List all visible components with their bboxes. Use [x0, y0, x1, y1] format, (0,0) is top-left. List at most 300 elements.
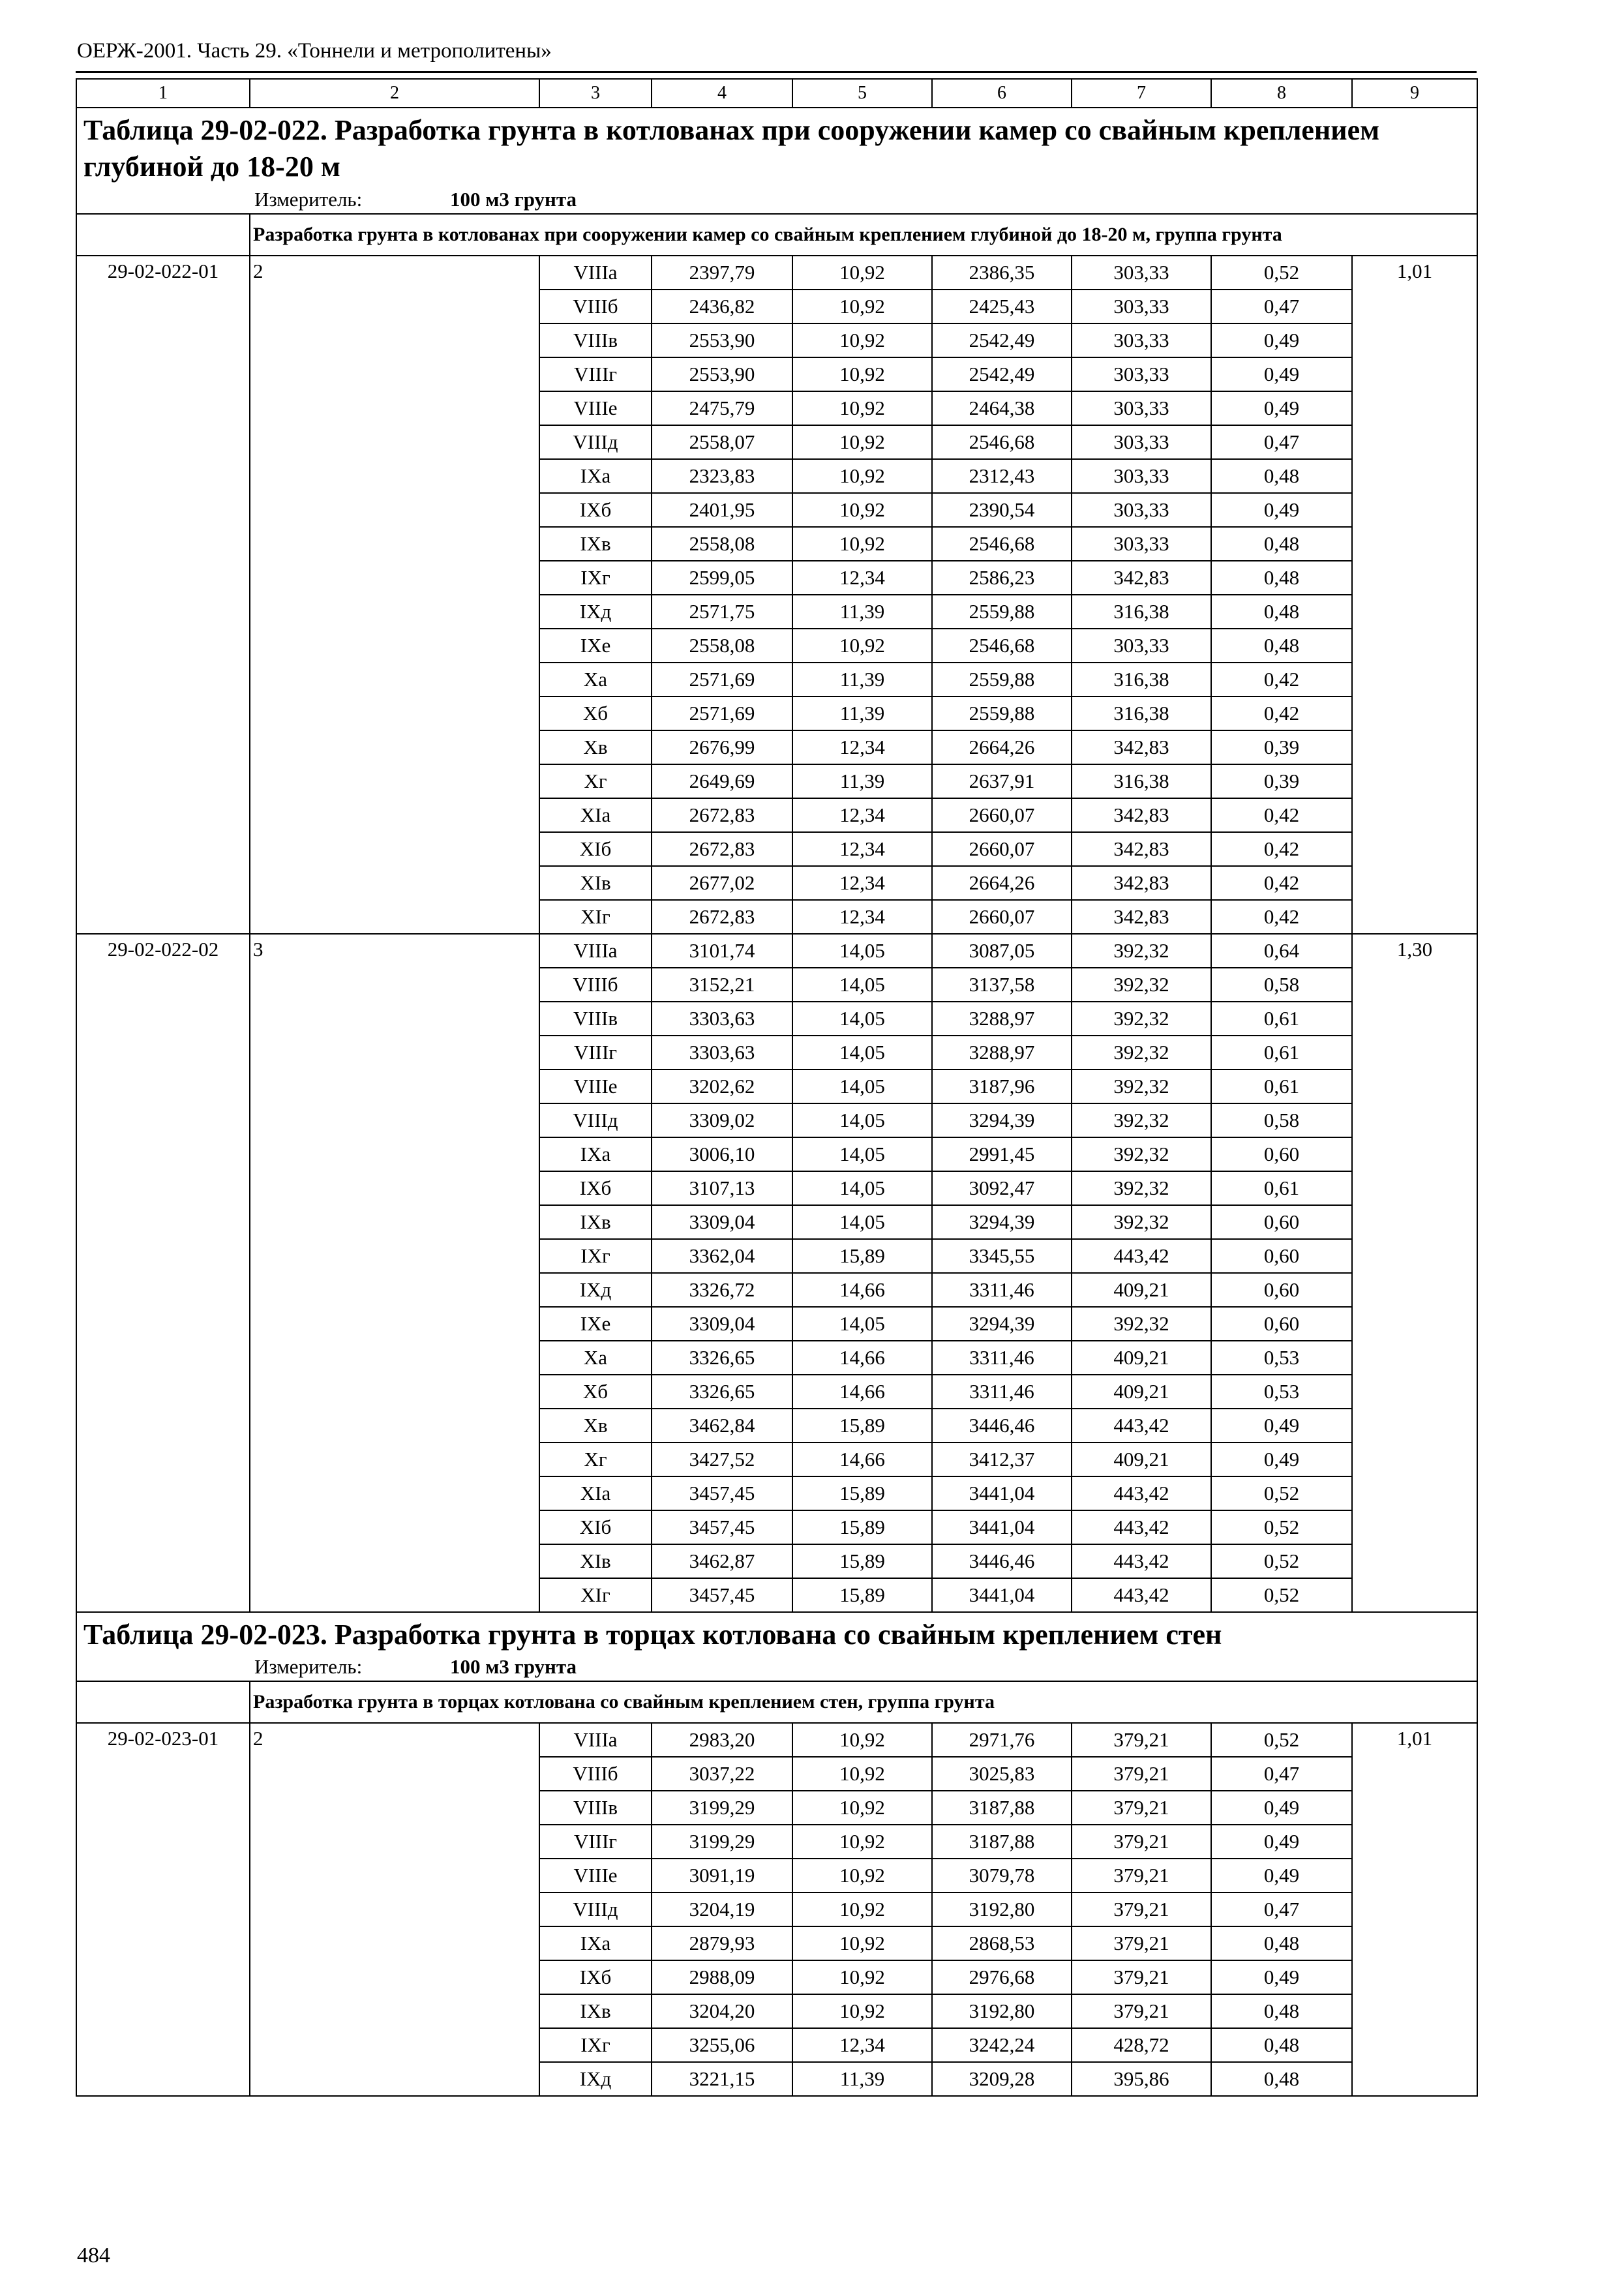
cell-col4: 3309,04	[652, 1205, 792, 1239]
cell-col5: 12,34	[792, 561, 932, 595]
cell-col8: 0,48	[1211, 629, 1352, 663]
cell-col3: IXа	[539, 1137, 652, 1171]
cell-col7: 392,32	[1072, 1070, 1211, 1103]
cell-col8: 0,60	[1211, 1273, 1352, 1307]
cell-col7: 303,33	[1072, 256, 1211, 290]
cell-col7: 409,21	[1072, 1375, 1211, 1409]
cell-col3: Xг	[539, 764, 652, 798]
cell-col5: 10,92	[792, 629, 932, 663]
cell-col8: 0,42	[1211, 663, 1352, 696]
cell-col5: 10,92	[792, 357, 932, 391]
cell-col7: 342,83	[1072, 866, 1211, 900]
cell-col6: 3192,80	[932, 1994, 1072, 2028]
cell-col5: 11,39	[792, 595, 932, 629]
cell-col5: 12,34	[792, 832, 932, 866]
cell-col5: 11,39	[792, 2062, 932, 2096]
cell-col4: 3303,63	[652, 1002, 792, 1036]
cell-col5: 14,05	[792, 1103, 932, 1137]
cell-col3: XIг	[539, 900, 652, 934]
cell-col6: 2976,68	[932, 1960, 1072, 1994]
cell-col3: Xг	[539, 1443, 652, 1476]
cell-col6: 3187,96	[932, 1070, 1072, 1103]
cell-col5: 14,66	[792, 1375, 932, 1409]
cell-col3: Xа	[539, 1341, 652, 1375]
cell-col7: 342,83	[1072, 900, 1211, 934]
cell-col6: 3446,46	[932, 1409, 1072, 1443]
cell-col6: 3345,55	[932, 1239, 1072, 1273]
cell-col7: 392,32	[1072, 1036, 1211, 1070]
cell-col3: IXа	[539, 1926, 652, 1960]
cell-col5: 12,34	[792, 900, 932, 934]
cell-col4: 3152,21	[652, 968, 792, 1002]
cell-col4: 3204,19	[652, 1893, 792, 1926]
cell-col6: 3294,39	[932, 1205, 1072, 1239]
cell-col5: 10,92	[792, 1893, 932, 1926]
cell-col5: 10,92	[792, 1994, 932, 2028]
cell-col5: 14,05	[792, 1036, 932, 1070]
cell-col6: 3025,83	[932, 1757, 1072, 1791]
cell-col3: IXг	[539, 561, 652, 595]
column-number: 7	[1072, 79, 1211, 108]
cell-col8: 0,49	[1211, 357, 1352, 391]
cell-col4: 2571,69	[652, 696, 792, 730]
cell-col6: 2660,07	[932, 900, 1072, 934]
cell-col5: 14,66	[792, 1273, 932, 1307]
cell-col5: 14,05	[792, 1171, 932, 1205]
cell-col6: 2386,35	[932, 256, 1072, 290]
cell-col7: 392,32	[1072, 1103, 1211, 1137]
cell-col4: 3199,29	[652, 1825, 792, 1859]
cell-col6: 2312,43	[932, 459, 1072, 493]
cell-col3: VIIIд	[539, 425, 652, 459]
cell-col6: 3137,58	[932, 968, 1072, 1002]
cell-col5: 10,92	[792, 1791, 932, 1825]
cell-col7: 303,33	[1072, 629, 1211, 663]
cell-col3: XIб	[539, 1510, 652, 1544]
table-row	[76, 934, 1477, 968]
cell-col8: 0,58	[1211, 1103, 1352, 1137]
cell-col6: 3192,80	[932, 1893, 1072, 1926]
cell-col4: 3202,62	[652, 1070, 792, 1103]
cell-col8: 0,47	[1211, 425, 1352, 459]
norm-code: 29-02-022-01	[76, 256, 250, 934]
cell-col6: 2546,68	[932, 425, 1072, 459]
cell-col7: 316,38	[1072, 696, 1211, 730]
cell-col4: 3006,10	[652, 1137, 792, 1171]
norm-code: 29-02-023-01	[76, 1723, 250, 2096]
cell-col3: Xб	[539, 696, 652, 730]
cell-col8: 0,52	[1211, 256, 1352, 290]
cell-col3: IXв	[539, 1994, 652, 2028]
cell-col5: 11,39	[792, 663, 932, 696]
cell-col4: 3362,04	[652, 1239, 792, 1273]
cell-col5: 11,39	[792, 764, 932, 798]
cell-col3: VIIIг	[539, 1825, 652, 1859]
cell-col4: 3462,84	[652, 1409, 792, 1443]
cell-col3: XIа	[539, 1476, 652, 1510]
cell-col8: 0,48	[1211, 1994, 1352, 2028]
cell-col8: 0,49	[1211, 1791, 1352, 1825]
cell-col8: 0,49	[1211, 1443, 1352, 1476]
cell-col8: 0,47	[1211, 1757, 1352, 1791]
cell-col5: 11,39	[792, 696, 932, 730]
cell-col5: 10,92	[792, 391, 932, 425]
cell-col5: 10,92	[792, 1757, 932, 1791]
cell-col7: 443,42	[1072, 1544, 1211, 1578]
cell-col7: 392,32	[1072, 934, 1211, 968]
cell-col6: 3441,04	[932, 1476, 1072, 1510]
cell-col7: 428,72	[1072, 2028, 1211, 2062]
cell-col3: VIIIб	[539, 290, 652, 323]
cell-col4: 3457,45	[652, 1510, 792, 1544]
cell-col7: 379,21	[1072, 1994, 1211, 2028]
table-row	[76, 256, 1477, 290]
cell-col8: 0,48	[1211, 459, 1352, 493]
cell-col5: 10,92	[792, 1825, 932, 1859]
cell-col8: 0,42	[1211, 866, 1352, 900]
table-subtitle: Разработка грунта в котлованах при сооружении камер со свайным креплением глубиной до 18-20 м, группа грунта	[250, 214, 1477, 256]
cell-col7: 303,33	[1072, 459, 1211, 493]
cell-col5: 15,89	[792, 1544, 932, 1578]
cell-col7: 303,33	[1072, 493, 1211, 527]
cell-col4: 2983,20	[652, 1723, 792, 1757]
cell-col3: VIIIа	[539, 256, 652, 290]
cell-col3: VIIIд	[539, 1103, 652, 1137]
cell-col7: 342,83	[1072, 561, 1211, 595]
cell-col6: 2868,53	[932, 1926, 1072, 1960]
cell-col6: 3187,88	[932, 1825, 1072, 1859]
column-number: 5	[792, 79, 932, 108]
measure-value: 100 м3 грунта	[450, 187, 577, 211]
cell-col6: 3446,46	[932, 1544, 1072, 1578]
cell-col7: 443,42	[1072, 1510, 1211, 1544]
cell-col7: 303,33	[1072, 323, 1211, 357]
cell-col4: 2599,05	[652, 561, 792, 595]
cell-col8: 0,48	[1211, 2062, 1352, 2096]
cell-col4: 2401,95	[652, 493, 792, 527]
cell-col7: 303,33	[1072, 527, 1211, 561]
table-title-row	[76, 108, 1477, 186]
cell-col8: 0,48	[1211, 2028, 1352, 2062]
cell-col7: 443,42	[1072, 1578, 1211, 1612]
column-number: 1	[76, 79, 250, 108]
cell-col8: 0,42	[1211, 798, 1352, 832]
cell-col3: IXг	[539, 2028, 652, 2062]
cell-col5: 10,92	[792, 527, 932, 561]
table-title: Таблица 29-02-023. Разработка грунта в торцах котлована со свайным креплением стен	[76, 1612, 1477, 1653]
cell-col4: 3037,22	[652, 1757, 792, 1791]
cell-col5: 12,34	[792, 798, 932, 832]
cell-col5: 10,92	[792, 493, 932, 527]
cell-col6: 2971,76	[932, 1723, 1072, 1757]
cell-col6: 2425,43	[932, 290, 1072, 323]
cell-col7: 303,33	[1072, 290, 1211, 323]
cell-col8: 0,47	[1211, 1893, 1352, 1926]
cell-col6: 3294,39	[932, 1103, 1072, 1137]
cell-col6: 3092,47	[932, 1171, 1072, 1205]
column-number: 4	[652, 79, 792, 108]
soil-group: 3	[250, 934, 539, 1612]
cell-col7: 303,33	[1072, 425, 1211, 459]
cell-col5: 10,92	[792, 459, 932, 493]
cell-col5: 14,05	[792, 1205, 932, 1239]
cell-col8: 0,49	[1211, 1825, 1352, 1859]
cell-col5: 14,66	[792, 1341, 932, 1375]
cell-col5: 14,05	[792, 934, 932, 968]
cell-col6: 3209,28	[932, 2062, 1072, 2096]
header-rule	[76, 71, 1477, 73]
cell-col5: 14,05	[792, 1307, 932, 1341]
cell-col6: 3187,88	[932, 1791, 1072, 1825]
cell-col3: IXд	[539, 1273, 652, 1307]
cell-col7: 392,32	[1072, 1307, 1211, 1341]
cell-col4: 2553,90	[652, 357, 792, 391]
cell-col6: 3311,46	[932, 1341, 1072, 1375]
cell-col3: VIIIб	[539, 968, 652, 1002]
cell-col4: 3221,15	[652, 2062, 792, 2096]
cell-col8: 0,53	[1211, 1375, 1352, 1409]
cell-col8: 0,42	[1211, 696, 1352, 730]
cell-col3: VIIIв	[539, 323, 652, 357]
cell-col7: 443,42	[1072, 1409, 1211, 1443]
cell-col8: 0,49	[1211, 391, 1352, 425]
table-row	[76, 1723, 1477, 1757]
col9-value: 1,01	[1352, 256, 1477, 934]
cell-col4: 3326,72	[652, 1273, 792, 1307]
cell-col8: 0,61	[1211, 1171, 1352, 1205]
cell-col7: 379,21	[1072, 1757, 1211, 1791]
cell-col3: VIIIг	[539, 357, 652, 391]
cell-col4: 3101,74	[652, 934, 792, 968]
cell-col4: 3457,45	[652, 1578, 792, 1612]
cell-col8: 0,49	[1211, 323, 1352, 357]
cell-col5: 15,89	[792, 1476, 932, 1510]
table-title-row	[76, 1612, 1477, 1653]
cell-col8: 0,48	[1211, 1926, 1352, 1960]
cell-col8: 0,52	[1211, 1578, 1352, 1612]
cell-col6: 2660,07	[932, 832, 1072, 866]
cell-col8: 0,60	[1211, 1239, 1352, 1273]
cell-col4: 3309,04	[652, 1307, 792, 1341]
cell-col6: 2559,88	[932, 595, 1072, 629]
cell-col4: 3462,87	[652, 1544, 792, 1578]
cell-col4: 3303,63	[652, 1036, 792, 1070]
cell-col6: 2664,26	[932, 730, 1072, 764]
cell-col7: 379,21	[1072, 1723, 1211, 1757]
page-number: 484	[77, 2243, 110, 2267]
cell-col8: 0,47	[1211, 290, 1352, 323]
cell-col6: 2664,26	[932, 866, 1072, 900]
cell-col5: 15,89	[792, 1510, 932, 1544]
cell-col7: 392,32	[1072, 968, 1211, 1002]
cell-col4: 3457,45	[652, 1476, 792, 1510]
cell-col3: IXд	[539, 2062, 652, 2096]
running-header: ОЕРЖ-2001. Часть 29. «Тоннели и метрополитены»	[77, 39, 552, 63]
cell-col3: VIIIв	[539, 1002, 652, 1036]
column-number: 8	[1211, 79, 1352, 108]
cell-col4: 2475,79	[652, 391, 792, 425]
measure-value: 100 м3 грунта	[450, 1654, 577, 1678]
cell-col5: 10,92	[792, 1960, 932, 1994]
cell-col8: 0,52	[1211, 1476, 1352, 1510]
cell-col4: 2649,69	[652, 764, 792, 798]
cell-col5: 15,89	[792, 1239, 932, 1273]
cell-col6: 3441,04	[932, 1578, 1072, 1612]
column-number: 2	[250, 79, 539, 108]
cell-col4: 2397,79	[652, 256, 792, 290]
cell-col5: 12,34	[792, 866, 932, 900]
cell-col5: 15,89	[792, 1578, 932, 1612]
subtitle-row	[76, 214, 1477, 256]
cell-col6: 3311,46	[932, 1273, 1072, 1307]
cell-col5: 10,92	[792, 1926, 932, 1960]
cell-col3: IXб	[539, 493, 652, 527]
cell-col8: 0,42	[1211, 832, 1352, 866]
cell-col6: 3079,78	[932, 1859, 1072, 1893]
cell-col6: 2637,91	[932, 764, 1072, 798]
cell-col3: VIIIа	[539, 934, 652, 968]
cell-col8: 0,42	[1211, 900, 1352, 934]
cell-col4: 2558,07	[652, 425, 792, 459]
cell-col7: 409,21	[1072, 1273, 1211, 1307]
cell-col5: 14,66	[792, 1443, 932, 1476]
table-title: Таблица 29-02-022. Разработка грунта в котлованах при сооружении камер со свайным креплением глубиной до 18-20 м	[76, 108, 1477, 186]
cell-col7: 379,21	[1072, 1859, 1211, 1893]
cell-col5: 14,05	[792, 1070, 932, 1103]
cell-col3: IXд	[539, 595, 652, 629]
measure-row	[76, 186, 1477, 214]
cell-col4: 3107,13	[652, 1171, 792, 1205]
cell-col7: 303,33	[1072, 391, 1211, 425]
cell-col6: 3288,97	[932, 1002, 1072, 1036]
cell-col8: 0,61	[1211, 1002, 1352, 1036]
cell-col5: 15,89	[792, 1409, 932, 1443]
cell-col3: Xа	[539, 663, 652, 696]
cell-col3: XIг	[539, 1578, 652, 1612]
cell-col8: 0,49	[1211, 1859, 1352, 1893]
cell-col7: 392,32	[1072, 1205, 1211, 1239]
cell-col7: 379,21	[1072, 1825, 1211, 1859]
cell-col6: 2546,68	[932, 629, 1072, 663]
cell-col6: 2586,23	[932, 561, 1072, 595]
soil-group: 2	[250, 256, 539, 934]
cell-col4: 2558,08	[652, 527, 792, 561]
cell-col5: 12,34	[792, 2028, 932, 2062]
cell-col4: 2571,69	[652, 663, 792, 696]
soil-group: 2	[250, 1723, 539, 2096]
cell-col8: 0,61	[1211, 1036, 1352, 1070]
cell-col3: VIIIб	[539, 1757, 652, 1791]
cell-col3: VIIIа	[539, 1723, 652, 1757]
cell-col7: 303,33	[1072, 357, 1211, 391]
cell-col8: 0,60	[1211, 1137, 1352, 1171]
cell-col4: 2571,75	[652, 595, 792, 629]
cell-col4: 2436,82	[652, 290, 792, 323]
cell-col3: VIIIе	[539, 1070, 652, 1103]
cell-col4: 2558,08	[652, 629, 792, 663]
cell-col8: 0,48	[1211, 527, 1352, 561]
cell-col5: 10,92	[792, 1859, 932, 1893]
cell-col7: 316,38	[1072, 663, 1211, 696]
cell-col7: 409,21	[1072, 1341, 1211, 1375]
cell-col5: 12,34	[792, 730, 932, 764]
cell-col5: 10,92	[792, 256, 932, 290]
cell-col4: 2672,83	[652, 798, 792, 832]
cell-col5: 14,05	[792, 1137, 932, 1171]
cell-col4: 3091,19	[652, 1859, 792, 1893]
cell-col5: 10,92	[792, 425, 932, 459]
cell-col3: VIIIд	[539, 1893, 652, 1926]
cell-col6: 3288,97	[932, 1036, 1072, 1070]
cell-col6: 2390,54	[932, 493, 1072, 527]
cell-col7: 342,83	[1072, 832, 1211, 866]
cell-col3: IXб	[539, 1960, 652, 1994]
cell-col8: 0,52	[1211, 1544, 1352, 1578]
cell-col3: VIIIе	[539, 391, 652, 425]
cell-col6: 2542,49	[932, 357, 1072, 391]
subtitle-row	[76, 1681, 1477, 1723]
column-number: 9	[1352, 79, 1477, 108]
cell-col4: 2988,09	[652, 1960, 792, 1994]
cell-col3: XIв	[539, 866, 652, 900]
cell-col8: 0,48	[1211, 595, 1352, 629]
cell-col5: 10,92	[792, 290, 932, 323]
cell-col3: IXв	[539, 1205, 652, 1239]
cell-col4: 2672,83	[652, 900, 792, 934]
col9-value: 1,30	[1352, 934, 1477, 1612]
cell-col6: 2559,88	[932, 663, 1072, 696]
cell-col5: 14,05	[792, 968, 932, 1002]
cell-col3: XIа	[539, 798, 652, 832]
cell-col7: 392,32	[1072, 1137, 1211, 1171]
cell-col8: 0,64	[1211, 934, 1352, 968]
cell-col8: 0,58	[1211, 968, 1352, 1002]
cell-col4: 3427,52	[652, 1443, 792, 1476]
cell-col8: 0,52	[1211, 1723, 1352, 1757]
cell-col7: 342,83	[1072, 798, 1211, 832]
cell-col8: 0,60	[1211, 1307, 1352, 1341]
cell-col8: 0,61	[1211, 1070, 1352, 1103]
cell-col6: 3242,24	[932, 2028, 1072, 2062]
cell-col3: VIIIг	[539, 1036, 652, 1070]
cell-col3: XIб	[539, 832, 652, 866]
cell-col6: 3441,04	[932, 1510, 1072, 1544]
cell-col7: 316,38	[1072, 595, 1211, 629]
cell-col6: 3412,37	[932, 1443, 1072, 1476]
col9-value: 1,01	[1352, 1723, 1477, 2096]
measure-label: Измеритель:	[254, 187, 363, 211]
cell-col4: 3309,02	[652, 1103, 792, 1137]
cell-col4: 3326,65	[652, 1341, 792, 1375]
cell-col7: 379,21	[1072, 1791, 1211, 1825]
cell-col6: 2559,88	[932, 696, 1072, 730]
cell-col5: 14,05	[792, 1002, 932, 1036]
cell-col3: IXе	[539, 1307, 652, 1341]
cell-col8: 0,39	[1211, 764, 1352, 798]
cell-col7: 342,83	[1072, 730, 1211, 764]
cell-col3: IXб	[539, 1171, 652, 1205]
cell-col4: 2676,99	[652, 730, 792, 764]
table-subtitle: Разработка грунта в торцах котлована со свайным креплением стен, группа грунта	[250, 1681, 1477, 1723]
cell-col3: Xв	[539, 1409, 652, 1443]
column-number: 6	[932, 79, 1072, 108]
cell-col7: 409,21	[1072, 1443, 1211, 1476]
cell-col3: Xв	[539, 730, 652, 764]
column-number: 3	[539, 79, 652, 108]
cell-col4: 2323,83	[652, 459, 792, 493]
cell-col4: 3326,65	[652, 1375, 792, 1409]
cell-col6: 3087,05	[932, 934, 1072, 968]
